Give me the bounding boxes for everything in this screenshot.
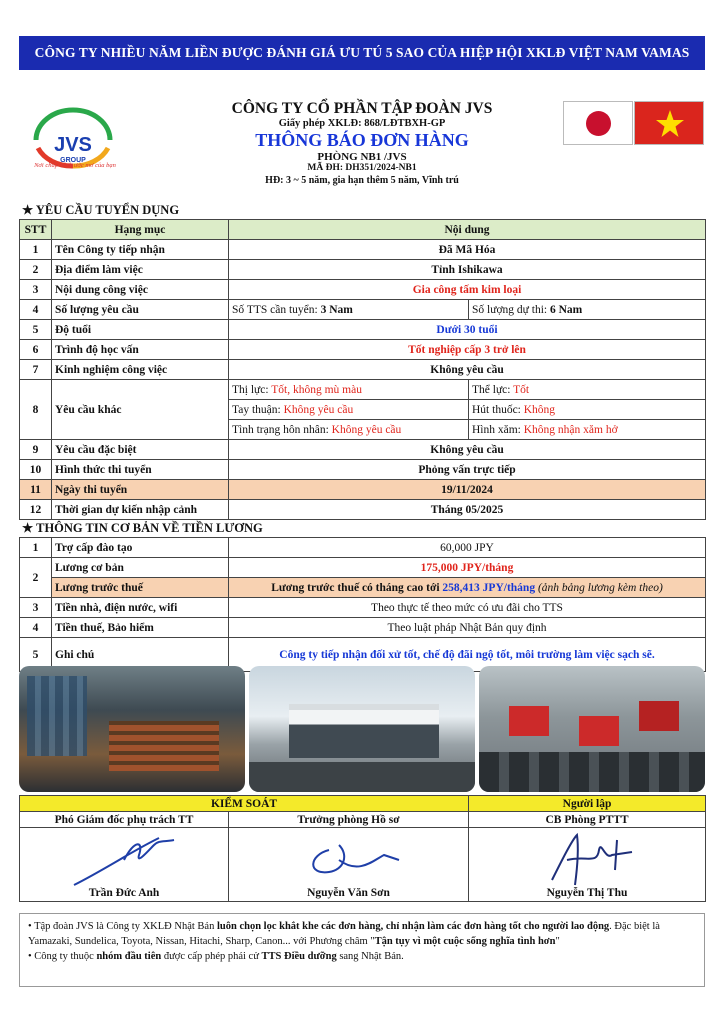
contract-term: HĐ: 3 ~ 5 năm, gia hạn thêm 5 năm, Vĩnh trú <box>265 175 459 187</box>
signature-table <box>19 795 706 902</box>
section-title-salary: ★ THÔNG TIN CƠ BẢN VỀ TIỀN LƯƠNG <box>22 521 263 535</box>
japan-flag-icon <box>563 101 633 145</box>
order-code: MÃ ĐH: DH351/2024-NB1 <box>307 163 417 174</box>
table-row: 1 Tên Công ty tiếp nhận Đã Mã Hóa <box>20 240 706 260</box>
recruitment-table <box>19 219 706 520</box>
footer-line-1: • Tập đoàn JVS là Công ty XKLĐ Nhật Bản luôn chọn lọc khắt khe các đơn hàng, chỉ nhận làm các đơn hàng tốt cho người lao động. Đặc biệt là Yamazaki, Sundelica, Toyota, Nissan, Hitachi, Sharp, Canon... với Phương châm "Tận tụy vì một cuộc sống nghĩa tình hơn" <box>28 921 660 947</box>
top-banner: CÔNG TY NHIỀU NĂM LIỀN ĐƯỢC ĐÁNH GIÁ ƯU TÚ 5 SAO CỦA HIỆP HỘI XKLĐ VIỆT NAM VAMAS <box>19 36 705 70</box>
header-item: Hạng mục <box>52 220 229 240</box>
logo-tagline: Nơi chắp cánh ước mơ của bạn <box>34 162 116 169</box>
role-staff: CB Phòng PTTT <box>469 812 706 828</box>
license-number: Giấy phép XKLĐ: 868/LĐTBXH-GP <box>278 117 446 129</box>
factory-interior-photo <box>19 666 245 792</box>
signature-cell <box>20 828 229 902</box>
signature-2-icon <box>289 830 409 890</box>
table-row: 9 Yêu cầu đặc biệt Không yêu cầu <box>20 440 706 460</box>
signer-name: Nguyễn Thị Thu <box>546 887 628 899</box>
table-row: 12 Thời gian dự kiến nhập cảnh Tháng 05/2025 <box>20 500 706 520</box>
maker-header: Người lập <box>469 796 706 812</box>
table-row: 4 Số lượng yêu cầu Số TTS cần tuyển: 3 Nam Số lượng dự thi: 6 Nam <box>20 300 706 320</box>
table-row: 2 Địa điểm làm việc Tỉnh Ishikawa <box>20 260 706 280</box>
table-row-highlight: 11 Ngày thi tuyển 19/11/2024 <box>20 480 706 500</box>
signature-1-icon <box>64 830 184 890</box>
table-row: 6 Trình độ học vấn Tốt nghiệp cấp 3 trở lên <box>20 340 706 360</box>
table-row: 3 Tiền nhà, điện nước, wifi Theo thực tế theo mức có ưu đãi cho TTS <box>20 598 706 618</box>
table-row: 3 Nội dung công việc Gia công tấm kim loại <box>20 280 706 300</box>
factory-machines-photo <box>479 666 705 792</box>
signature-cell <box>229 828 469 902</box>
table-row: Tay thuận: Không yêu cầu Hút thuốc: Không <box>20 400 706 420</box>
signer-name: Trần Đức Anh <box>88 887 160 899</box>
footer-line-2: • Công ty thuộc nhóm đầu tiên được cấp phép phái cử TTS Điều dưỡng sang Nhật Bản. <box>28 951 404 962</box>
table-row: 5 Ghi chú Công ty tiếp nhận đối xử tốt, chế độ đãi ngộ tốt, môi trường làm việc sạch sẽ. <box>20 638 706 672</box>
table-row: 5 Độ tuổi Dưới 30 tuổi <box>20 320 706 340</box>
role-deputy-director: Phó Giám đốc phụ trách TT <box>20 812 229 828</box>
vietnam-flag-icon <box>634 101 704 145</box>
role-records-head: Trưởng phòng Hồ sơ <box>229 812 469 828</box>
logo-sub: GROUP <box>60 157 86 164</box>
table-row: 7 Kinh nghiệm công việc Không yêu cầu <box>20 360 706 380</box>
signature-3-icon <box>527 830 647 890</box>
footer-notes <box>19 913 705 987</box>
section-title-recruitment: ★ YÊU CẦU TUYỂN DỤNG <box>22 203 180 217</box>
control-header: KIỂM SOÁT <box>20 796 469 812</box>
header-stt: STT <box>20 220 52 240</box>
header-content: Nội dung <box>229 220 706 240</box>
document-header <box>200 100 524 187</box>
table-row: 10 Hình thức thi tuyển Phỏng vấn trực tiếp <box>20 460 706 480</box>
department: PHÒNG NB1 /JVS <box>317 150 407 163</box>
table-row: 4 Tiền thuế, Bảo hiểm Theo luật pháp Nhật Bản quy định <box>20 618 706 638</box>
jvs-logo-icon <box>28 104 118 184</box>
table-row: 8 Yêu cầu khác Thị lực: Tốt, không mù màu Thể lực: Tốt <box>20 380 706 400</box>
salary-table <box>19 537 706 672</box>
table-row-highlight: Lương trước thuế Lương trước thuế có tháng cao tới 258,413 JPY/tháng (ảnh bảng lương kèm theo) <box>20 578 706 598</box>
logo-text: JVS <box>54 134 92 156</box>
signature-cell <box>469 828 706 902</box>
document-title: THÔNG BÁO ĐƠN HÀNG <box>255 129 469 150</box>
signer-name: Nguyễn Văn Sơn <box>307 887 390 899</box>
table-row: Tình trạng hôn nhân: Không yêu cầu Hình xăm: Không nhận xăm hở <box>20 420 706 440</box>
table-row: 2 Lương cơ bản 175,000 JPY/tháng <box>20 558 706 578</box>
table-row: 1 Trợ cấp đào tạo 60,000 JPY <box>20 538 706 558</box>
company-name: CÔNG TY CỔ PHẦN TẬP ĐOÀN JVS <box>231 100 493 117</box>
factory-building-photo <box>249 666 475 792</box>
factory-photos <box>19 666 705 792</box>
